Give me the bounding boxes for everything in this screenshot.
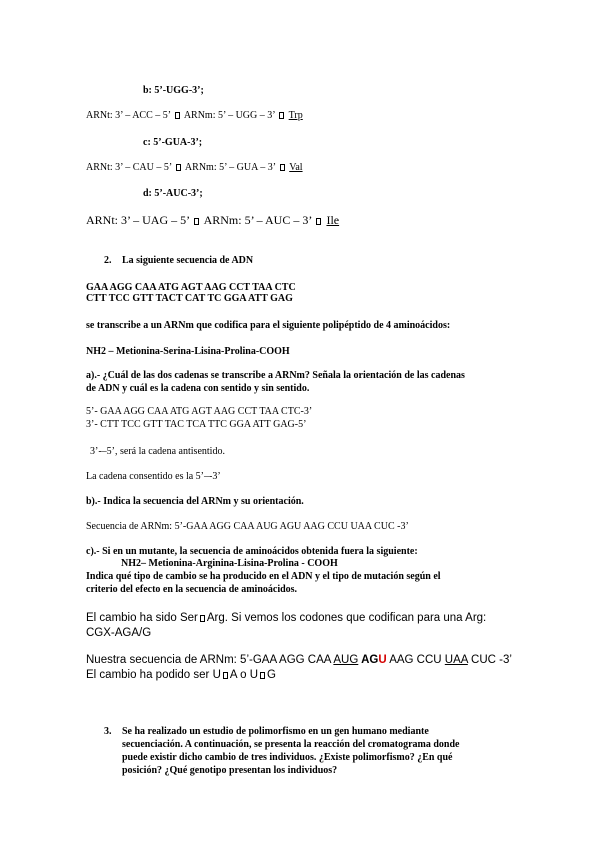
question-b: b).- Indica la secuencia del ARNm y su orientación.	[86, 496, 304, 507]
arrow-box-icon	[260, 672, 265, 679]
item-b-label: b: 5’-UGG-3’;	[143, 85, 204, 96]
codon-aug: AUG	[333, 654, 359, 666]
answer-a-antisense: 3’-–5’, será la cadena antisentido.	[90, 446, 225, 457]
q3-line-3: puede existir dicho cambio de tres individuos. ¿Existe polimorfismo? ¿En qué	[122, 752, 453, 763]
answer-a-sense: La cadena consentido es la 5’–-3’	[86, 471, 221, 482]
arrow-box-icon	[280, 164, 285, 171]
item-b-amino: Trp	[288, 110, 303, 121]
item-d-answer	[86, 214, 339, 226]
item-c-amino: Val	[289, 162, 303, 173]
answer-c-line-3	[86, 655, 512, 667]
question-c-line-3: Indica qué tipo de cambio se ha producido en el ADN y el tipo de mutación según el	[86, 571, 441, 582]
answer-c-4a: El cambio ha podido ser U	[86, 669, 221, 681]
answer-c-3-pre: Nuestra secuencia de ARNm: 5’-GAA AGG CAA	[86, 654, 334, 666]
q3-line-4: posición? ¿Qué genotipo presentan los individuos?	[122, 765, 338, 776]
item-d-label: d: 5’-AUC-3’;	[143, 188, 203, 199]
item-b-prefix: ARNt: 3’ – ACC – 5’	[86, 110, 171, 121]
question-a-line-2: de ADN y cuál es la cadena con sentido y sin sentido.	[86, 383, 310, 394]
answer-c-4c: G	[267, 669, 276, 681]
answer-c-line-4	[86, 670, 276, 682]
dna-sequence-1: GAA AGG CAA ATG AGT AAG CCT TAA CTC	[86, 282, 296, 293]
dna-sequence-2: CTT TCC GTT TACT CAT TC GGA ATT GAG	[86, 293, 293, 304]
q3-line-1: Se ha realizado un estudio de polimorfismo en un gen humano mediante	[122, 726, 429, 737]
arrow-box-icon	[200, 615, 205, 622]
answer-b: Secuencia de ARNm: 5’-GAA AGG CAA AUG AGU AAG CCU UAA CUC -3’	[86, 521, 409, 532]
q2-number: 2.	[104, 255, 112, 266]
item-b-answer	[86, 111, 303, 121]
arrow-box-icon	[194, 218, 199, 225]
codon-uaa: UAA	[444, 654, 468, 666]
item-c-answer	[86, 163, 303, 173]
question-a-line-1: a).- ¿Cuál de las dos cadenas se transcribe a ARNm? Señala la orientación de las cadenas	[86, 370, 465, 381]
item-c-prefix: ARNt: 3’ – CAU – 5’	[86, 162, 172, 173]
codon-ag: AG	[358, 654, 379, 666]
q3-line-2: secuenciación. A continuación, se presenta la reacción del cromatograma donde	[122, 739, 460, 750]
question-c-line-4: criterio del efecto en la secuencia de aminoácidos.	[86, 584, 298, 595]
answer-c-3-post: CUC -3’	[467, 654, 512, 666]
mutated-base: U	[378, 654, 387, 666]
arrow-box-icon	[223, 672, 228, 679]
arrow-box-icon	[175, 112, 180, 119]
answer-c-line-1	[86, 613, 486, 625]
item-b-mid: ARNm: 5’ – UGG – 3’	[183, 110, 275, 121]
arrow-box-icon	[176, 164, 181, 171]
answer-c-line-1a: El cambio ha sido Ser	[86, 612, 198, 624]
item-d-mid: ARNm: 5’ – AUC – 3’	[203, 213, 312, 227]
peptide: NH2 – Metionina-Serina-Lisina-Prolina-COOH	[86, 346, 290, 357]
item-d-prefix: ARNt: 3’ – UAG – 5’	[86, 213, 190, 227]
answer-a-strand-2: 3’- CTT TCC GTT TAC TCA TTC GGA ATT GAG-5’	[86, 419, 307, 430]
answer-c-line-2: CGX-AGA/G	[86, 627, 152, 639]
item-c-mid: ARNm: 5’ – GUA – 3’	[184, 162, 276, 173]
arrow-box-icon	[279, 112, 284, 119]
item-d-amino: Ile	[326, 213, 340, 227]
answer-c-line-1b: Arg. Si vemos los codones que codifican para una Arg:	[206, 612, 487, 624]
question-c-line-2: NH2– Metionina-Arginina-Lisina-Prolina - COOH	[121, 558, 338, 569]
answer-a-strand-1: 5’- GAA AGG CAA ATG AGT AAG CCT TAA CTC-3’	[86, 406, 313, 417]
arrow-box-icon	[316, 218, 321, 225]
item-c-label: c: 5’-GUA-3’;	[143, 137, 203, 148]
transcribe-text: se transcribe a un ARNm que codifica para el siguiente polipéptido de 4 aminoácidos:	[86, 320, 451, 331]
question-c-line-1: c).- Si en un mutante, la secuencia de aminoácidos obtenida fuera la siguiente:	[86, 546, 418, 557]
answer-c-4b: A o U	[229, 669, 259, 681]
answer-c-3-mid: AAG CCU	[386, 654, 445, 666]
q3-number: 3.	[104, 726, 112, 737]
q2-title: La siguiente secuencia de ADN	[122, 255, 254, 266]
